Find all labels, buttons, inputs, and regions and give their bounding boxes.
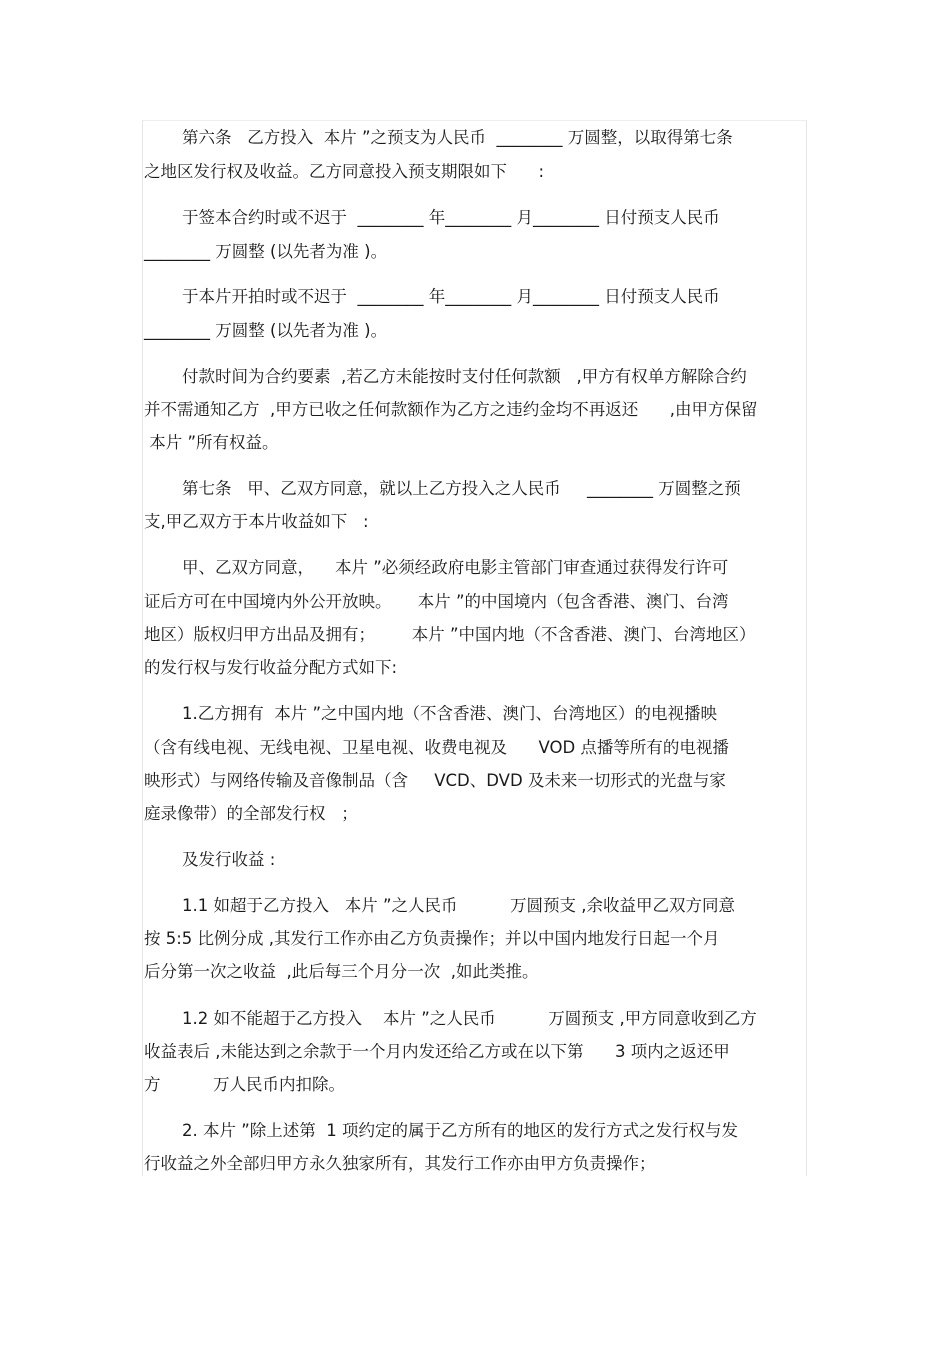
text-line: 第六条 乙方投入 本片 ”之预支为人民币 ________ 万圆整，以取得第七条	[182, 128, 733, 147]
text-line: 本片 ”所有权益。	[144, 433, 279, 452]
text-line: 映形式）与网络传输及音像制品（含 VCD、DVD 及未来一切形式的光盘与家	[144, 771, 726, 790]
text-line: 并不需通知乙方 ,甲方已收之任何款额作为乙方之违约金均不再返还 ,由甲方保留	[144, 400, 758, 419]
text-line: 方 万人民币内扣除。	[144, 1075, 345, 1094]
text-line: 的发行权与发行收益分配方式如下:	[144, 658, 398, 677]
text-line: 1.乙方拥有 本片 ”之中国内地（不含香港、澳门、台湾地区）的电视播映	[182, 704, 718, 723]
text-line: ________ 万圆整 (以先者为准 )。	[144, 321, 388, 340]
text-line: 之地区发行权及收益。乙方同意投入预支期限如下 :	[144, 162, 545, 181]
text-line: 庭录像带）的全部发行权 ；	[144, 804, 358, 823]
text-line: 1.1 如超于乙方投入 本片 ”之人民币 万圆预支 ,余收益甲乙双方同意	[182, 896, 735, 915]
text-line: 甲、乙双方同意， 本片 ”必须经政府电影主管部门审查通过获得发行许可	[182, 558, 729, 577]
text-line: 按 5:5 比例分成 ,其发行工作亦由乙方负责操作；并以中国内地发行日起一个月	[144, 929, 720, 948]
text-line: 收益表后 ,未能达到之余款于一个月内发还给乙方或在以下第 3 项内之返还甲	[144, 1042, 730, 1061]
text-line: 于本片开拍时或不迟于 ________ 年________ 月________ 日付预支人民币	[182, 287, 720, 306]
text-line: 支,甲乙双方于本片收益如下 :	[144, 512, 369, 531]
text-line: 第七条 甲、乙双方同意，就以上乙方投入之人民币 ________ 万圆整之预	[182, 479, 741, 498]
text-line: 2. 本片 ”除上述第 1 项约定的属于乙方所有的地区的发行方式之发行权与发	[182, 1121, 739, 1140]
text-line: 后分第一次之收益 ,此后每三个月分一次 ,如此类推。	[144, 962, 539, 981]
text-line: 于签本合约时或不迟于 ________ 年________ 月________ 日付预支人民币	[182, 208, 720, 227]
text-line: 证后方可在中国境内外公开放映。 本片 ”的中国境内（包含香港、澳门、台湾	[144, 592, 729, 611]
text-line: 付款时间为合约要素 ,若乙方未能按时支付任何款额 ,甲方有权单方解除合约	[182, 367, 747, 386]
text-line: 行收益之外全部归甲方永久独家所有，其发行工作亦由甲方负责操作；	[144, 1154, 656, 1173]
text-line: ________ 万圆整 (以先者为准 )。	[144, 242, 388, 261]
text-line: 及发行收益 :	[182, 850, 276, 869]
text-line: 地区）版权归甲方出品及拥有； 本片 ”中国内地（不含香港、澳门、台湾地区）	[144, 625, 756, 644]
text-line: （含有线电视、无线电视、卫星电视、收费电视及 VOD 点播等所有的电视播	[144, 738, 729, 757]
text-line: 1.2 如不能超于乙方投入 本片 ”之人民币 万圆预支 ,甲方同意收到乙方	[182, 1009, 757, 1028]
